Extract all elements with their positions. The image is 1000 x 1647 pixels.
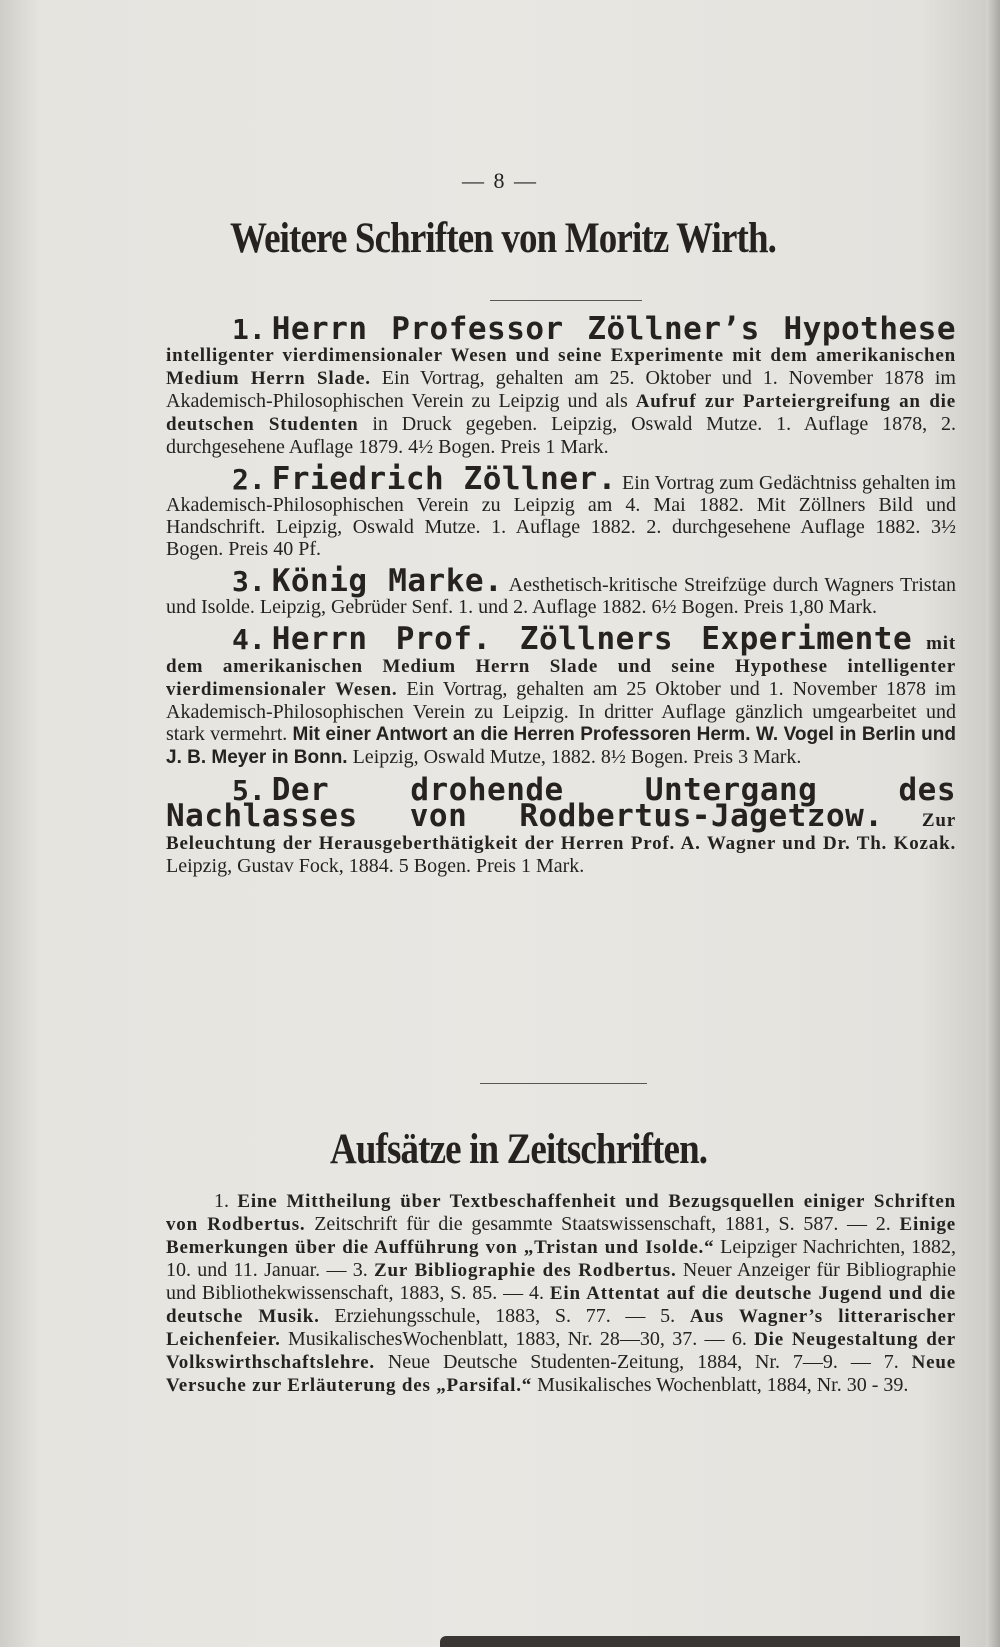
entry-emphasis: Mit einer Antwort an die Herren Professoren Herm. W. Vogel in Berlin und J. B. Meyer in Bonn. bbox=[166, 724, 956, 768]
entry-title: Friedrich Zöllner. bbox=[271, 461, 617, 497]
entry-text-2: in Druck gegeben. Leipzig, Oswald Mutze. 1. Auflage 1878, 2. durchgesehene Auflage 1879. 4½ Bogen. Preis 1 Mark. bbox=[166, 413, 957, 458]
entry-number: 4. bbox=[232, 623, 266, 656]
entry-number: 3. bbox=[232, 565, 266, 598]
entry-text: Ein Vortrag zum Gedächtniss gehalten im Akademisch-Philosophischen Verein zu Leipzig am 4. Mai 1882. Mit Zöllners Bild und Handschrift. Leipzig, Oswald Mutze. 1. Auflage 1882. 2. durchgesehene Auflage 1882. 3½ Bogen. Preis 40 Pf. bbox=[166, 472, 956, 560]
entry-text: Leipzig, Gustav Fock, 1884. 5 Bogen. Preis 1 Mark. bbox=[166, 855, 585, 877]
section-heading-aufsaetze: Aufsätze in Zeitschriften. bbox=[330, 1126, 708, 1173]
entry-number: 2. bbox=[232, 463, 266, 496]
entry-text: Aesthetisch-kritische Streifzüge durch Wagners Tristan und Isolde. Leipzig, Gebrüder Senf. 1. und 2. Auflage 1882. 6½ Bogen. Preis 1,80 Mark. bbox=[166, 574, 957, 618]
entry-subtitle: Zur Beleuchtung der Herausgeberthätigkeit der Herren Prof. A. Wagner und Dr. Th. Kozak. bbox=[166, 810, 956, 854]
page-edge bbox=[986, 0, 1000, 1647]
entry-number: 5. bbox=[232, 774, 266, 807]
entry-text: Ein Vortrag, gehalten am 25. Oktober und 1. November 1878 im Akademisch-Philosophischen Verein zu Leipzig und als bbox=[166, 367, 956, 412]
publication-entry-3 bbox=[166, 563, 957, 618]
article-item: 2. Einige Bemerkungen über die Aufführung von „Tristan und Isolde.“ Leipziger Nachrichten, 1882, 10. und 11. Januar. — bbox=[166, 1213, 957, 1281]
entry-subtitle: intelligenter vierdimensionaler Wesen und seine Experimente mit dem amerikanischen Medium Herrn Slade. bbox=[166, 345, 956, 389]
article-item: 6. Die Neugestaltung der Volkswirthschaftslehre. Neue Deutsche Studenten-Zeitung, 1884, Nr. 7—9. — bbox=[166, 1328, 957, 1373]
binding-strip bbox=[440, 1636, 960, 1647]
entry-title: Herrn Professor Zöllner’s Hypothese bbox=[271, 311, 956, 347]
entry-title: König Marke. bbox=[271, 563, 504, 599]
publication-list bbox=[166, 311, 957, 887]
entry-number: 1. bbox=[232, 313, 266, 346]
publication-entry-5 bbox=[166, 772, 956, 877]
article-item: 4. Ein Attentat auf die deutsche Jugend und die deutsche Musik. Erziehungsschule, 1883, S. 77. — bbox=[166, 1282, 957, 1327]
entry-emphasis: Aufruf zur Parteiergreifung an die deutschen Studenten bbox=[166, 391, 956, 435]
entry-title: Der drohende Untergang des Nachlasses von Rodbertus-Jagetzow. bbox=[166, 772, 956, 834]
publication-entry-4 bbox=[166, 621, 957, 769]
page-number: — 8 — bbox=[462, 168, 538, 193]
article-item: 5. Aus Wagner’s litterarischer Leichenfeier. MusikalischesWochenblatt, 1883, Nr. 28—30, 37. — bbox=[166, 1305, 956, 1350]
article-list bbox=[166, 1190, 956, 1397]
divider bbox=[480, 1083, 647, 1084]
publication-entry-1 bbox=[166, 311, 957, 458]
section-heading-schriften: Weitere Schriften von Moritz Wirth. bbox=[230, 215, 777, 262]
article-item: 7. Neue Versuche zur Erläuterung des „Parsifal.“ Musikalisches Wochenblatt, 1884, Nr. 30 - 39. bbox=[166, 1351, 957, 1396]
entry-text-2: Leipzig, Oswald Mutze, 1882. 8½ Bogen. Preis 3 Mark. bbox=[347, 746, 802, 768]
article-item: 3. Zur Bibliographie des Rodbertus. Neuer Anzeiger für Bibliographie und Bibliothekwissenschaft, 1883, S. 85. — bbox=[166, 1259, 956, 1304]
entry-subtitle: mit dem amerikanischen Medium Herrn Slade und seine Hypothese intelligenter vierdimensionaler Wesen. bbox=[166, 633, 957, 700]
publication-entry-2 bbox=[166, 461, 956, 560]
entry-text: Ein Vortrag, gehalten am 25 Oktober und 1. November 1878 im Akademisch-Philosophischen Verein zu Leipzig. In dritter Auflage gänzlich umgearbeitet und stark vermehrt. bbox=[166, 678, 956, 745]
divider bbox=[490, 300, 642, 301]
entry-title: Herrn Prof. Zöllners Experimente bbox=[271, 621, 913, 657]
article-item: 1. Eine Mittheilung über Textbeschaffenheit und Bezugsquellen einiger Schriften von Rodbertus. Zeitschrift für die gesammte Staatswissenschaft, 1881, S. 587. — bbox=[166, 1190, 956, 1235]
